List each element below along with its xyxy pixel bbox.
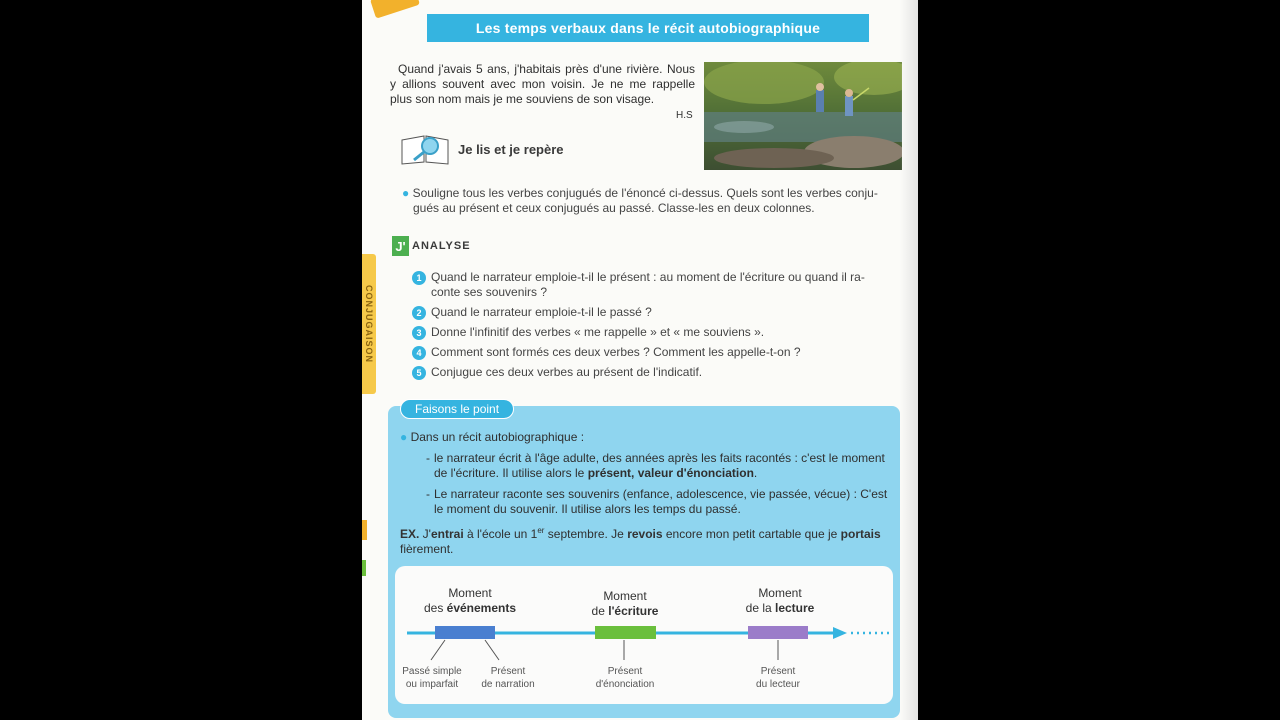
lis-section-header [400, 132, 564, 166]
question-number: 3 [412, 326, 426, 340]
summary-content [400, 430, 895, 557]
river-photo [704, 62, 902, 170]
key-term: événements [446, 601, 517, 615]
arrow-past [431, 640, 445, 660]
text-run: à l'école un 1 [463, 527, 538, 541]
question-text: Quand le narrateur emploie-t-il le passé ? [431, 305, 652, 319]
question-number: 1 [412, 271, 426, 285]
reading-marker [748, 626, 808, 639]
verb-highlight: entrai [430, 527, 464, 541]
key-term: présent, valeur d'énonciation [587, 466, 754, 480]
example-sentence [400, 523, 895, 557]
text-run: Présent [490, 666, 526, 677]
question-list [412, 270, 902, 385]
verb-highlight: portais [840, 527, 881, 541]
text-run: le narrateur écrit à l'âge adulte, des années après les faits racontés : c'est le moment de l'écriture. Il utilise alors le [434, 451, 885, 480]
text-run: Moment [448, 586, 492, 600]
summary-lead [400, 430, 895, 445]
text-run: Présent [760, 666, 796, 677]
dash-icon: - [426, 487, 430, 501]
textbook-page [362, 0, 918, 720]
book-magnifier-icon [400, 132, 450, 166]
text-run: des [423, 601, 447, 615]
text-run: . [753, 466, 758, 480]
list-item [412, 305, 902, 320]
arrow-narration [485, 640, 499, 660]
page-title: Les temps verbaux dans le récit autobiographique [427, 14, 869, 42]
intro-paragraph: Quand j'avais 5 ans, j'habitais près d'une rivière. Nous y allions souvent avec mon voisin. Je ne me rappelle plus son nom mais je me souviens de son visage. [390, 62, 695, 106]
summary-item-1-text [434, 451, 895, 481]
instruction-line-2: gués au présent et ceux conjugués au passé. Classe-les en deux colonnes. [413, 201, 815, 215]
text-run: de la [745, 601, 775, 615]
side-tab-label: CONJUGAISON [364, 284, 374, 363]
text-run: de narration [481, 679, 535, 690]
text-run: du lecteur [756, 679, 800, 690]
intro-text [390, 62, 695, 107]
question-text-line: conte ses souvenirs ? [431, 285, 548, 299]
list-item [412, 270, 902, 300]
text-run: d'énonciation [595, 679, 655, 690]
text-run: ou imparfait [405, 679, 459, 690]
question-text: Donne l'infinitif des verbes « me rappelle » et « me souviens ». [431, 325, 765, 339]
lis-instruction [402, 186, 902, 216]
text-run: fièrement. [400, 542, 454, 556]
list-item [412, 325, 902, 340]
question-text: Conjugue ces deux verbes au présent de l'indicatif. [431, 365, 703, 379]
text-run: J' [419, 527, 431, 541]
question-number: 2 [412, 306, 426, 320]
text-run: de [591, 604, 609, 618]
example-label: EX. [400, 527, 420, 541]
question-text-line: Quand le narrateur emploie-t-il le présent : au moment de l'écriture ou quand il ra- [431, 270, 865, 284]
list-item [412, 345, 902, 360]
text-run: Moment [603, 589, 647, 603]
bullet-icon: ● [402, 186, 410, 200]
bullet-icon: ● [400, 430, 408, 444]
summary-tab: Faisons le point [400, 399, 514, 419]
timeline-arrowhead [833, 627, 847, 639]
instruction-line-1: Souligne tous les verbes conjugués de l'énoncé ci-dessus. Quels sont les verbes conju- [412, 186, 878, 200]
summary-lead-text: Dans un récit autobiographique : [410, 430, 585, 444]
analyse-title: ANALYSE [412, 240, 471, 252]
question-text [431, 270, 865, 300]
events-marker [435, 626, 495, 639]
key-term: lecture [775, 601, 815, 615]
key-term: l'écriture [608, 604, 659, 618]
timeline-note-lecteur [740, 665, 816, 691]
superscript: er [537, 526, 545, 535]
timeline-note-narration [473, 665, 543, 691]
question-number: 5 [412, 366, 426, 380]
writing-marker [595, 626, 656, 639]
summary-item-2-text: Le narrateur raconte ses souvenirs (enfance, adolescence, vie passée, vécue) : C'est le moment du souvenir. Il utilise alors les temps du passé. [434, 487, 888, 516]
question-number: 4 [412, 346, 426, 360]
list-item [412, 365, 902, 380]
timeline-note-past [397, 665, 467, 691]
intro-signature: H.S [676, 110, 693, 121]
verb-highlight: revois [627, 527, 663, 541]
page-edge-shadow [900, 0, 918, 720]
text-run: septembre. Je [544, 527, 628, 541]
text-run: encore mon petit cartable que je [662, 527, 841, 541]
text-run: Présent [607, 666, 643, 677]
corner-decoration [370, 0, 420, 19]
summary-item-1 [400, 451, 895, 481]
analyse-badge: J' [392, 236, 409, 256]
margin-marks [362, 520, 368, 580]
analyse-header [392, 236, 471, 256]
question-text: Comment sont formés ces deux verbes ? Comment les appelle-t-on ? [431, 345, 801, 359]
dash-icon: - [426, 451, 430, 465]
lis-title: Je lis et je repère [458, 141, 564, 157]
timeline-diagram [395, 566, 893, 704]
timeline-note-enonciation [585, 665, 665, 691]
text-run: Passé simple [402, 666, 462, 677]
summary-item-2 [400, 487, 895, 517]
text-run: Moment [758, 586, 802, 600]
